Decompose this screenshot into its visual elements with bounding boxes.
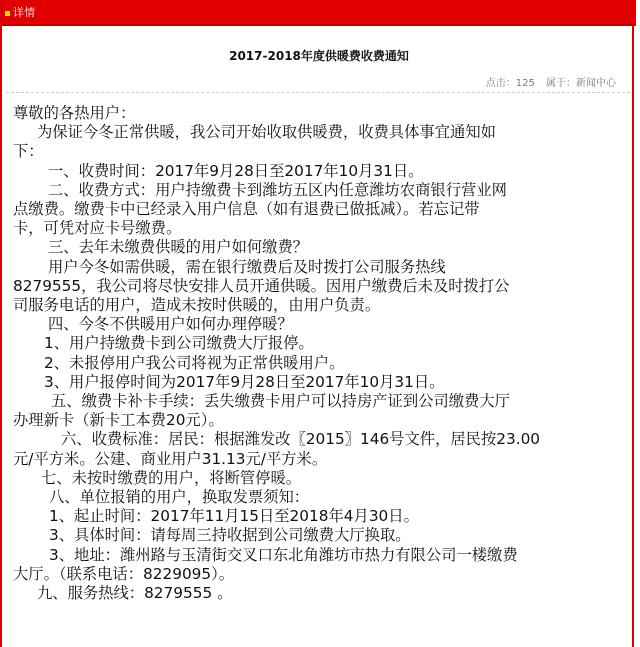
- body-line: 3、用户报停时间为2017年9月28日至2017年10月31日。: [44, 372, 445, 391]
- article-meta: [482, 74, 616, 89]
- body-line: 点缴费。缴费卡中已经录入用户信息（如有退费已做抵减）。若忘记带: [13, 200, 480, 219]
- body-line: 2、未报停用户我公司将视为正常供暖用户。: [44, 353, 345, 372]
- body-line: 三、去年未缴费供暖的用户如何缴费？: [48, 238, 309, 257]
- body-line: 元/平方米。公建、商业用户31.13元/平方米。: [13, 449, 328, 468]
- body-line: 1、用户持缴费卡到公司缴费大厅报停。: [44, 334, 314, 353]
- clicks-label: 点击：: [485, 78, 516, 89]
- category-label: 属于：: [546, 78, 576, 89]
- body-line: 用户今冬如需供暖，需在银行缴费后及时拨打公司服务热线: [48, 257, 446, 276]
- body-line: 五、缴费卡补卡手续：丢失缴费卡用户可以持房产证到公司缴费大厅: [51, 392, 510, 411]
- body-line: 下：: [13, 142, 44, 161]
- body-line: 大厅。（联系电话：8229095）。: [13, 564, 235, 583]
- body-line: 为保证今冬正常供暖，我公司开始收取供暖费，收费具体事宜通知如: [37, 123, 496, 142]
- body-line: 司服务电话的用户，造成未按时供暖的，由用户负责。: [13, 296, 381, 315]
- body-line: 3、地址：潍州路与玉清街交叉口东北角潍坊市热力有限公司一楼缴费: [49, 545, 518, 564]
- article-body: [13, 104, 621, 603]
- body-line: 六、收费标准：居民：根据潍发改〖2015〗146号文件，居民按23.00: [61, 430, 541, 449]
- body-line: 九、服务热线：8279555 。: [37, 584, 233, 603]
- clicks-value: 125: [515, 78, 535, 89]
- body-line: 8279555，我公司将尽快安排人员开通供暖。因用户缴费后未及时拨打公: [13, 276, 510, 295]
- body-line: 卡，可凭对应卡号缴费。: [13, 219, 182, 238]
- body-line: 二、收费方式：用户持缴费卡到潍坊五区内任意潍坊农商银行营业网: [48, 180, 507, 199]
- divider: [6, 92, 630, 93]
- header-bar: [2, 0, 636, 26]
- header-tab-label[interactable]: 详情: [13, 6, 35, 19]
- body-line: 办理新卡（新卡工本费20元）。: [13, 411, 224, 430]
- body-line: 尊敬的各热用户：: [13, 104, 136, 122]
- category-link[interactable]: 新闻中心: [576, 78, 616, 89]
- body-line: 八、单位报销的用户，换取发票须知：: [49, 488, 310, 507]
- bullet-icon: [5, 11, 10, 16]
- body-line: 1、起止时间：2017年11月15日至2018年4月30日。: [49, 507, 419, 526]
- body-line: 3、具体时间：请每周三持收据到公司缴费大厅换取。: [49, 526, 411, 545]
- body-line: 七、未按时缴费的用户，将断管停暖。: [41, 468, 302, 487]
- body-line: 一、收费时间：2017年9月28日至2017年10月31日。: [48, 161, 424, 180]
- article-title: 2017-2018年度供暖费收费通知: [229, 49, 409, 63]
- body-line: 四、今冬不供暖用户如何办理停暖？: [48, 315, 293, 334]
